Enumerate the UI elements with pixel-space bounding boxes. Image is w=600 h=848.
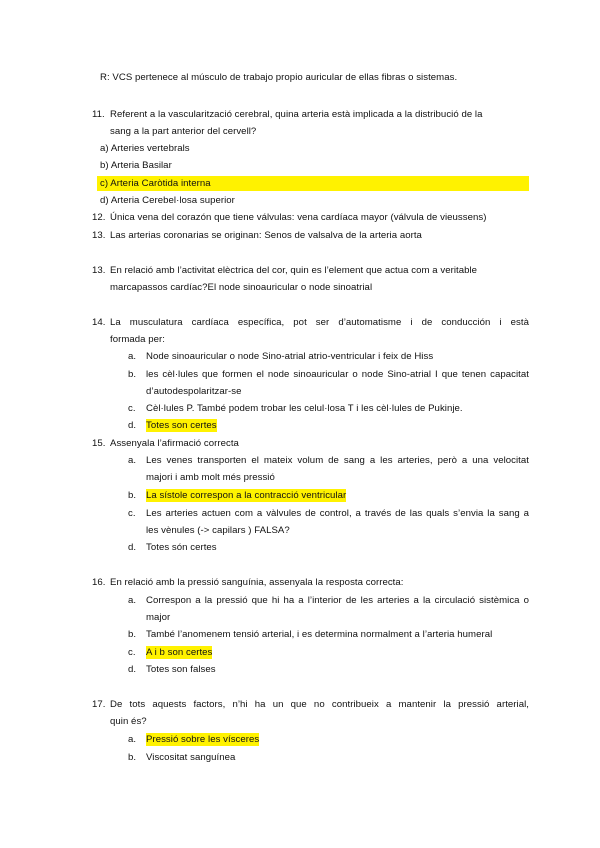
q13b-number: 13. <box>92 265 106 276</box>
q16-text: En relació amb la pressió sanguínia, assenyala la resposta correcta: <box>110 577 404 588</box>
q15-option-c-letter: c. <box>128 508 136 519</box>
q14-option-b-letter: b. <box>128 369 137 380</box>
q15-option-c-line1: Les arteries actuen com a vàlvules de control, a través de las quals s’envia la sang a <box>146 508 529 519</box>
q15-option-b-letter: b. <box>128 490 137 501</box>
q14-option-c: Cèl·lules P. També podem trobar les celul·losa T i les cèl·lules de Pukinje. <box>146 403 463 414</box>
q15-option-a-line2: majori i amb molt més pressió <box>146 472 275 483</box>
q15-option-a-line1: Les venes transporten el mateix volum de sang a les arteries, però a una velocitat <box>146 455 529 466</box>
q11-option-a: a) Arteries vertebrals <box>100 143 190 154</box>
q14-option-d: Totes son certes <box>146 420 217 431</box>
q11-number: 11. <box>92 109 105 120</box>
q14-option-a-letter: a. <box>128 351 137 362</box>
q16-option-c-letter: c. <box>128 647 136 658</box>
q13b-text-line1: En relació amb l’activitat elèctrica del cor, quin es l’element que actua com a veritable <box>110 265 478 276</box>
q16-option-d-letter: d. <box>128 664 137 675</box>
q17-option-b-letter: b. <box>128 752 137 763</box>
q14-text-line1: La musculatura cardíaca específica, pot ser d’automatisme i de conducción i està <box>110 317 529 328</box>
q16-option-a-letter: a. <box>128 595 137 606</box>
q14-text-line2: formada per: <box>110 334 165 345</box>
q14-number: 14. <box>92 317 106 328</box>
q15-option-c-line2: les vènules (-> capilars ) FALSA? <box>146 525 290 536</box>
q11-text-line1: Referent a la vascularització cerebral, quina arteria està implicada a la distribució de la <box>110 109 483 120</box>
q16-option-d: Totes son falses <box>146 664 216 675</box>
q15-option-a-letter: a. <box>128 455 137 466</box>
q17-number: 17. <box>92 699 106 710</box>
q16-option-c: A i b son certes <box>146 647 213 658</box>
q11-option-d: d) Arteria Cerebel·losa superior <box>100 195 235 206</box>
q17-text-line2: quin és? <box>110 716 147 727</box>
q15-number: 15. <box>92 438 106 449</box>
q11-option-b: b) Arteria Basilar <box>100 160 172 171</box>
q16-number: 16. <box>92 577 106 588</box>
q14-option-a: Node sinoauricular o node Sino-atrial atrio-ventricular i feix de Hiss <box>146 351 434 362</box>
q16-option-b: També l’anomenem tensió arterial, i es determina normalment a l’arteria humeral <box>146 629 493 640</box>
q13b-text-line2: marcapassos cardíac?El node sinoauricular o node sinoatrial <box>110 282 373 293</box>
q11-option-c: c) Arteria Caròtida interna <box>100 178 211 189</box>
q17-option-a: Pressió sobre les vísceres <box>146 734 260 745</box>
q13a-text: Las arterias coronarias se originan: Senos de valsalva de la arteria aorta <box>110 230 422 241</box>
q12-text: Única vena del corazón que tiene válvulas: vena cardíaca mayor (válvula de vieussens) <box>110 212 487 223</box>
q14-option-c-letter: c. <box>128 403 136 414</box>
q15-option-b: La sístole correspon a la contracció ventricular <box>146 490 347 501</box>
q16-option-a-line1: Correspon a la pressió que hi ha a l’interior de les arteries a la circulació sistèmica o <box>146 595 529 606</box>
q14-option-b-line1: les cèl·lules que formen el node sinoauricular o node Sino-atrial I que tenen capacitat <box>146 369 529 380</box>
q15-text: Assenyala l’afirmació correcta <box>110 438 239 449</box>
q11-text-line2: sang a la part anterior del cervell? <box>110 126 257 137</box>
q17-option-b: Viscositat sanguínea <box>146 752 236 763</box>
q12-number: 12. <box>92 212 106 223</box>
q17-option-a-letter: a. <box>128 734 137 745</box>
q17-text-line1: De tots aquests factors, n’hi ha un que no contribueix a mantenir la pressió arterial, <box>110 699 529 710</box>
q14-option-b-line2: d’autodespolaritzar-se <box>146 386 242 397</box>
q13a-number: 13. <box>92 230 106 241</box>
q16-option-a-line2: major <box>146 612 171 623</box>
q14-option-d-letter: d. <box>128 420 137 431</box>
intro-answer: R: VCS pertenece al músculo de trabajo propio auricular de ellas fibras o sistemas. <box>100 72 458 83</box>
q15-option-d-letter: d. <box>128 542 137 553</box>
q16-option-b-letter: b. <box>128 629 137 640</box>
q15-option-d: Totes són certes <box>146 542 217 553</box>
